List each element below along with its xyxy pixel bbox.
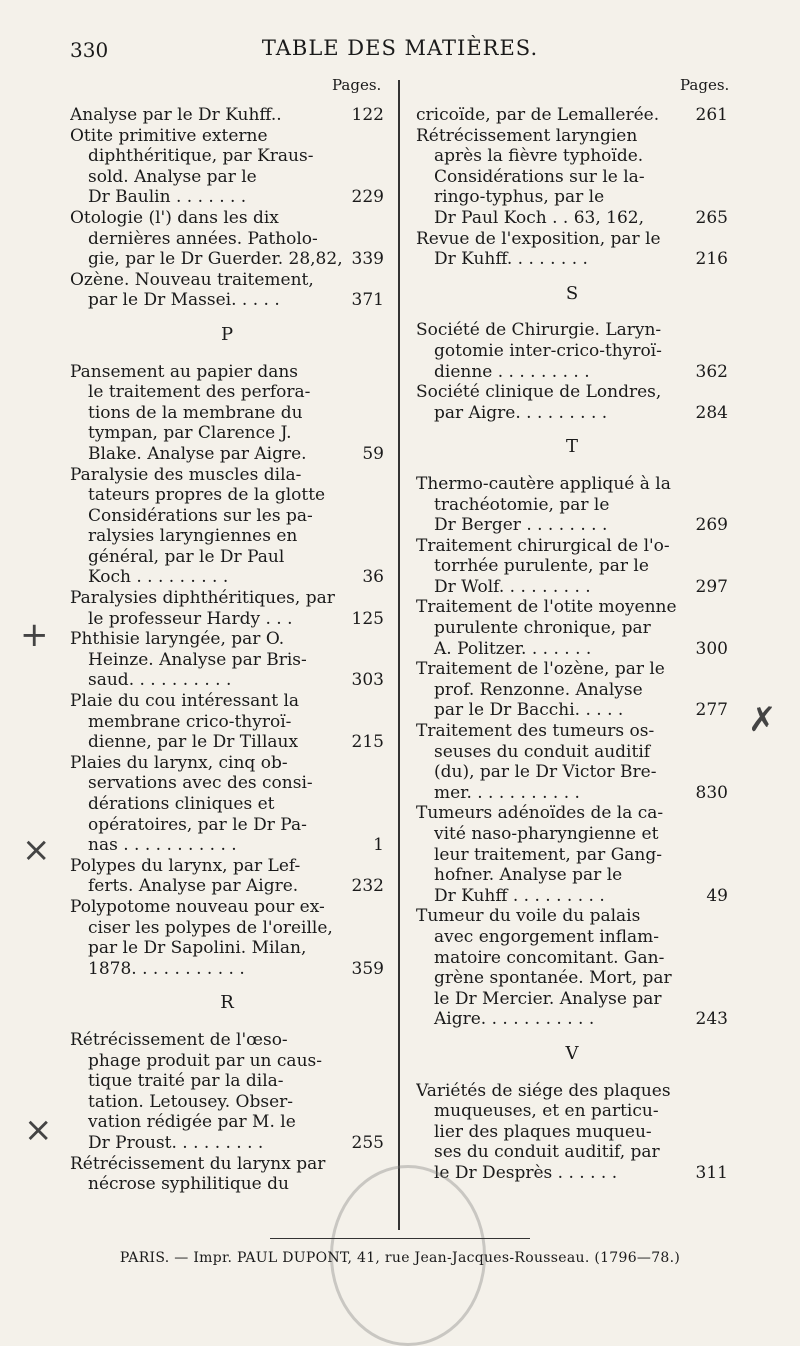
index-entry <box>416 1081 728 1184</box>
entry-line: Otologie (l') dans les dix <box>70 207 279 228</box>
entry-line: Polypotome nouveau pour ex- <box>70 896 325 917</box>
entry-line: Traitement chirurgical de l'o- <box>416 535 670 556</box>
entry-line: Dr Wolf. . . . . . . . . 297 <box>434 576 728 597</box>
index-entry <box>70 629 384 691</box>
entry-page-number: 269 <box>695 515 728 536</box>
index-entry <box>70 753 384 856</box>
entry-page-number: 122 <box>351 105 384 125</box>
entry-line: Aigre. . . . . . . . . . . 243 <box>434 1009 728 1030</box>
entry-page-number: 371 <box>351 290 384 311</box>
entry-page-number: 265 <box>695 207 728 228</box>
entry-line: nas . . . . . . . . . . . 1 <box>88 835 384 856</box>
entry-page-number: 1 <box>373 835 384 856</box>
index-entry <box>416 474 728 536</box>
entry-page-number: 362 <box>695 361 728 382</box>
entry-line: le professeur Hardy . . . 125 <box>88 608 384 629</box>
entry-line: Considérations sur le la- <box>434 166 645 187</box>
margin-mark-cross-1: × <box>22 830 51 870</box>
entry-line: par le Dr Sapolini. Milan, <box>88 938 307 959</box>
entry-line: cricoïde, par de Lemallerée. 261 <box>416 105 728 125</box>
entry-line: Société de Chirurgie. Laryn- <box>416 320 662 341</box>
entry-line: par Aigre. . . . . . . . . 284 <box>434 402 728 423</box>
entry-line: Traitement des tumeurs os- <box>416 721 655 742</box>
pages-label-left: Pages. <box>332 76 382 94</box>
entry-page-number: 125 <box>351 608 384 629</box>
entry-line: Blake. Analyse par Aigre. 59 <box>88 443 384 464</box>
entry-line: Ozène. Nouveau traitement, <box>70 269 314 290</box>
index-entry <box>416 659 728 721</box>
entry-line: dienne, par le Dr Tillaux 215 <box>88 732 384 753</box>
section-letter: S <box>565 282 579 304</box>
entry-line: Dr Baulin . . . . . . . 229 <box>88 187 384 208</box>
entry-line: vité naso-pharyngienne et <box>434 824 659 844</box>
entry-line: Thermo-cautère appliqué à la <box>416 473 671 494</box>
entry-page-number: 297 <box>695 576 728 597</box>
entry-line: le traitement des perfora- <box>88 382 311 403</box>
index-entry <box>70 105 384 126</box>
entry-line: Dr Kuhff . . . . . . . . . 49 <box>434 885 728 906</box>
index-entry <box>70 856 384 897</box>
entry-line: diphthéritique, par Kraus- <box>88 146 314 167</box>
entry-line: gie, par le Dr Guerder. 28,82, 339 <box>88 249 384 270</box>
page-number: 330 <box>70 38 109 62</box>
section-letter: T <box>565 436 578 458</box>
index-entry <box>70 362 384 465</box>
entry-line: Paralysies diphthéritiques, par <box>70 588 335 609</box>
entry-line: Phthisie laryngée, par O. <box>70 629 285 650</box>
entry-line: opératoires, par le Dr Pa- <box>88 814 307 835</box>
index-entry <box>70 588 384 629</box>
entry-page-number: 215 <box>351 732 384 753</box>
index-entry <box>416 105 728 126</box>
entry-line: Considérations sur les pa- <box>88 505 313 526</box>
index-entry <box>416 721 728 803</box>
footer-rule <box>270 1238 530 1239</box>
entry-line: tions de la membrane du <box>88 402 303 423</box>
index-entry <box>70 1154 384 1195</box>
entry-page-number: 49 <box>706 885 728 906</box>
entry-page-number: 300 <box>695 638 728 659</box>
entry-line: Otite primitive externe <box>70 125 268 146</box>
entry-line: sold. Analyse par le <box>88 166 257 187</box>
entry-page-number: 216 <box>695 249 728 270</box>
margin-mark-plus: + <box>20 615 49 655</box>
entry-page-number: 232 <box>351 876 384 897</box>
index-entry <box>416 320 728 382</box>
entry-line: Polypes du larynx, par Lef- <box>70 855 301 876</box>
index-entry <box>70 270 384 311</box>
entry-line: tateurs propres de la glotte <box>88 485 326 506</box>
entry-line: Pansement au papier dans <box>70 361 299 382</box>
entry-line: général, par le Dr Paul <box>88 546 285 567</box>
index-entry <box>70 1030 384 1154</box>
entry-line: Analyse par le Dr Kuhff.. 122 <box>70 105 384 125</box>
entry-line: torrhée purulente, par le <box>434 556 649 577</box>
entry-page-number: 284 <box>695 402 728 423</box>
entry-line: muqueuses, et en particu- <box>434 1101 659 1122</box>
entry-line: le Dr Mercier. Analyse par <box>434 988 662 1009</box>
entry-line: nécrose syphilitique du <box>88 1174 289 1195</box>
entry-page-number: 59 <box>362 443 384 464</box>
entry-line: leur traitement, par Gang- <box>434 844 663 865</box>
entry-line: saud. . . . . . . . . . 303 <box>88 670 384 691</box>
pages-label-right: Pages. <box>680 76 730 94</box>
entry-page-number: 229 <box>351 187 384 208</box>
entry-line: ringo-typhus, par le <box>434 187 605 208</box>
section-letter: R <box>220 992 234 1014</box>
entry-line: Rétrécissement de l'œso- <box>70 1029 288 1050</box>
entry-line: (du), par le Dr Victor Bre- <box>434 762 657 783</box>
section-letter: V <box>565 1042 579 1064</box>
entry-page-number: 277 <box>695 700 728 721</box>
index-entry <box>416 597 728 659</box>
entry-line: ferts. Analyse par Aigre. 232 <box>88 876 384 897</box>
index-entry <box>70 897 384 979</box>
entry-line: Traitement de l'ozène, par le <box>416 659 665 680</box>
index-entry <box>416 382 728 423</box>
entry-page-number: 311 <box>695 1162 728 1183</box>
entry-line: dienne . . . . . . . . . 362 <box>434 361 728 382</box>
margin-mark-cross-2: × <box>24 1110 53 1150</box>
entry-page-number: 261 <box>695 105 728 125</box>
entry-line: Dr Paul Koch . . 63, 162, 265 <box>434 207 728 228</box>
entry-line: tympan, par Clarence J. <box>88 423 292 444</box>
entry-line: Plaies du larynx, cinq ob- <box>70 752 288 773</box>
index-entry <box>416 229 728 270</box>
entry-line: ralysies laryngiennes en <box>88 526 298 547</box>
entry-line: matoire concomitant. Gan- <box>434 947 665 968</box>
column-divider <box>398 80 400 1230</box>
entry-line: A. Politzer. . . . . . . 300 <box>434 638 728 659</box>
entry-line: Paralysie des muscles dila- <box>70 464 302 485</box>
index-entry <box>416 126 728 229</box>
entry-line: Société clinique de Londres, <box>416 382 662 403</box>
entry-line: tation. Letousey. Obser- <box>88 1091 294 1112</box>
entry-line: par le Dr Bacchi. . . . . 277 <box>434 700 728 721</box>
entry-line: seuses du conduit auditif <box>434 741 651 762</box>
entry-line: Koch . . . . . . . . . 36 <box>88 567 384 588</box>
entry-line: 1878. . . . . . . . . . . 359 <box>88 958 384 979</box>
entry-line: par le Dr Massei. . . . . 371 <box>88 290 384 311</box>
index-entry <box>70 126 384 208</box>
entry-page-number: 359 <box>351 958 384 979</box>
entry-line: grène spontanée. Mort, par <box>434 968 672 989</box>
left-column <box>70 105 384 1195</box>
entry-line: Heinze. Analyse par Bris- <box>88 649 307 670</box>
entry-line: hofner. Analyse par le <box>434 865 623 886</box>
entry-line: Tumeurs adénoïdes de la ca- <box>416 803 664 824</box>
entry-line: lier des plaques muqueu- <box>434 1121 652 1142</box>
right-column <box>416 105 728 1184</box>
entry-line: après la fièvre typhoïde. <box>434 146 644 167</box>
entry-line: Plaie du cou intéressant la <box>70 691 300 712</box>
index-entry <box>70 465 384 589</box>
entry-line: trachéotomie, par le <box>434 494 610 515</box>
entry-page-number: 243 <box>695 1009 728 1030</box>
index-entry <box>416 906 728 1030</box>
entry-page-number: 303 <box>351 670 384 691</box>
entry-page-number: 339 <box>351 249 384 270</box>
printer-footer: PARIS. — Impr. PAUL DUPONT, 41, rue Jean-Jacques-Rousseau. (1796—78.) <box>119 1250 681 1266</box>
entry-line: avec engorgement inflam- <box>434 926 660 947</box>
entry-line: Dr Berger . . . . . . . . 269 <box>434 515 728 536</box>
margin-mark-right: ✗ <box>748 700 777 740</box>
index-entry <box>70 691 384 753</box>
entry-page-number: 255 <box>351 1132 384 1153</box>
entry-line: phage produit par un caus- <box>88 1050 322 1071</box>
entry-line: mer. . . . . . . . . . . 830 <box>434 782 728 803</box>
index-entry <box>416 536 728 598</box>
entry-page-number: 830 <box>695 782 728 803</box>
entry-line: Rétrécissement du larynx par <box>70 1153 326 1174</box>
entry-line: Revue de l'exposition, par le <box>416 228 661 249</box>
entry-page-number: 36 <box>362 567 384 588</box>
entry-line: gotomie inter-crico-thyroï- <box>434 340 662 361</box>
entry-line: Tumeur du voile du palais <box>416 906 641 927</box>
section-letter: P <box>220 323 234 345</box>
entry-line: dérations cliniques et <box>88 794 275 814</box>
entry-line: Rétrécissement laryngien <box>416 125 638 146</box>
index-entry <box>416 803 728 906</box>
entry-line: Traitement de l'otite moyenne <box>416 597 677 618</box>
entry-line: servations avec des consi- <box>88 773 313 794</box>
entry-line: purulente chronique, par <box>434 618 651 639</box>
entry-line: membrane crico-thyroï- <box>88 711 292 732</box>
entry-line: tique traité par la dila- <box>88 1071 284 1092</box>
entry-line: Dr Kuhff. . . . . . . . 216 <box>434 249 728 270</box>
entry-line: vation rédigée par M. le <box>88 1112 296 1133</box>
entry-line: dernières années. Patholo- <box>88 228 318 249</box>
index-entry <box>70 208 384 270</box>
entry-line: le Dr Desprès . . . . . . 311 <box>434 1162 728 1183</box>
entry-line: ciser les polypes de l'oreille, <box>88 917 333 938</box>
running-head: TABLE DES MATIÈRES. <box>261 36 539 60</box>
entry-line: prof. Renzonne. Analyse <box>434 679 643 700</box>
entry-line: Dr Proust. . . . . . . . . 255 <box>88 1132 384 1153</box>
entry-line: ses du conduit auditif, par <box>434 1142 660 1163</box>
entry-line: Variétés de siége des plaques <box>416 1080 671 1101</box>
